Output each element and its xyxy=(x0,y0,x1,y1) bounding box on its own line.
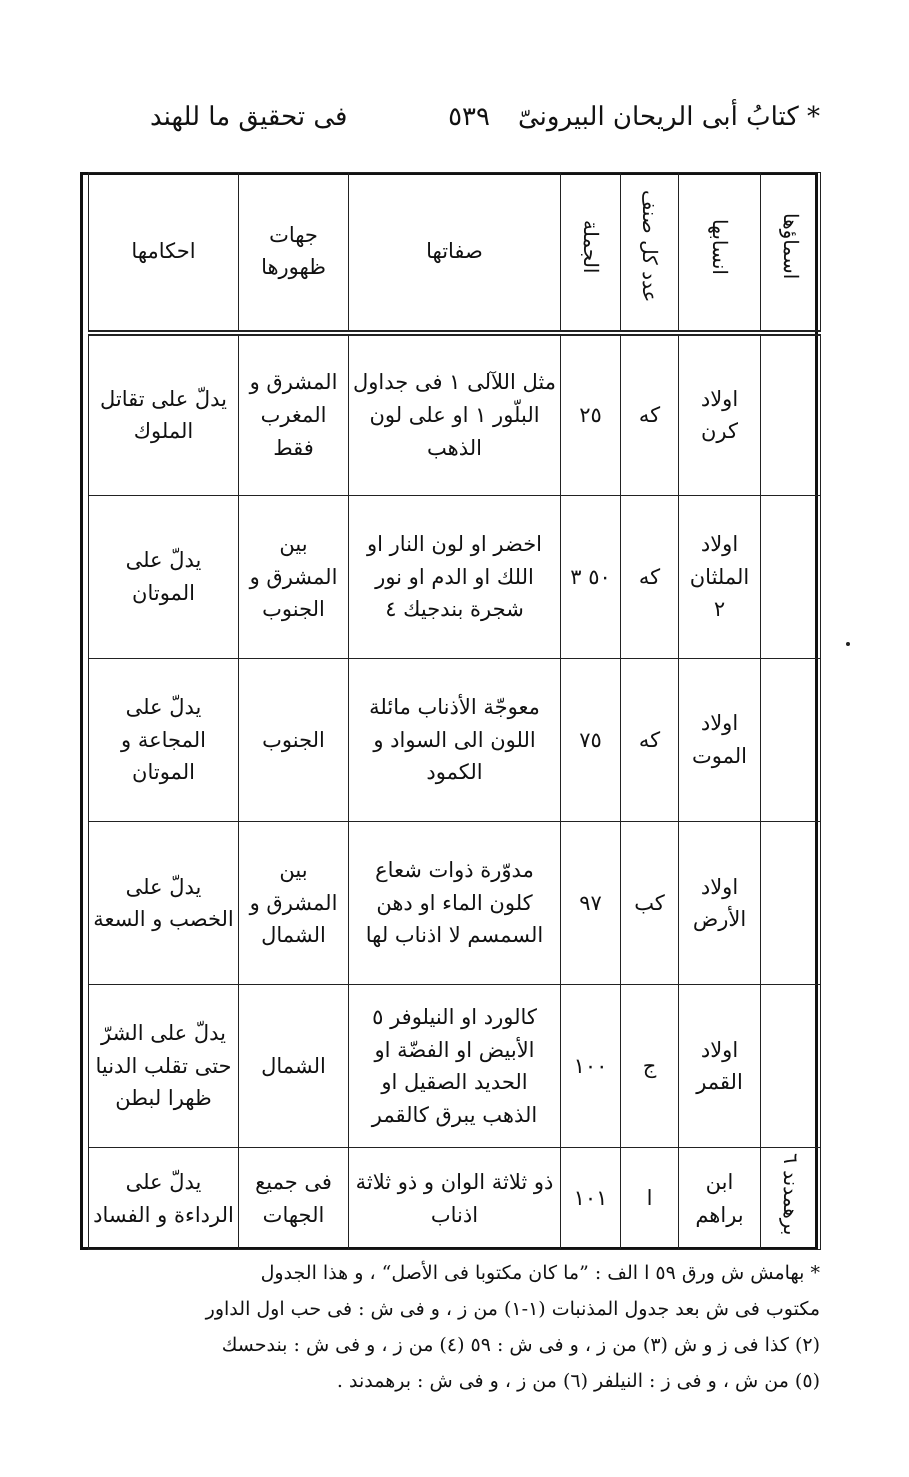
cell-attributes: معوجّة الأذناب مائلة اللون الى السواد و الكمود xyxy=(349,659,561,822)
footnotes xyxy=(100,1255,820,1399)
stray-mark xyxy=(846,642,850,646)
cell-directions: الشمال xyxy=(239,985,349,1148)
table-row xyxy=(89,1148,821,1250)
cell-count: كه xyxy=(621,333,679,496)
cell-total: ١٠٠ xyxy=(561,985,621,1148)
cell-attributes: كالورد او النيلوفر ٥ الأبيض او الفضّة او الحديد الصقيل او الذهب يبرق كالقمر xyxy=(349,985,561,1148)
footnote-line: * بهامش ش ورق ٥٩ ا الف : ”ما كان مكتوبا فى الأصل“ ، و هذا الجدول xyxy=(260,1262,820,1284)
cell-lineage: اولاد الملثان ٢ xyxy=(679,496,761,659)
cell-rulings: يدلّ على الموتان xyxy=(89,496,239,659)
book-subtitle: فى تحقيق ما للهند xyxy=(150,102,348,132)
cell-lineage: ابن براهم xyxy=(679,1148,761,1250)
cell-attributes: مثل اللآلى ١ فى جداول البلّور ١ او على لون الذهب xyxy=(349,333,561,496)
header-rulings: احكامها xyxy=(89,173,239,333)
header-names: اسماؤها xyxy=(761,173,821,333)
cell-total: ٥٠ ٣ xyxy=(561,496,621,659)
table-row xyxy=(89,333,821,496)
cell-attributes: مدوّرة ذوات شعاع كلون الماء او دهن السمسم لا اذناب لها xyxy=(349,822,561,985)
table-row xyxy=(89,822,821,985)
cell-directions: بين المشرق و الجنوب xyxy=(239,496,349,659)
cell-name xyxy=(761,333,821,496)
cell-attributes: اخضر او لون النار او اللك او الدم او نور شجرة بندجيك ٤ xyxy=(349,496,561,659)
header-attributes: صفاتها xyxy=(349,173,561,333)
cell-directions: الجنوب xyxy=(239,659,349,822)
cell-name xyxy=(761,496,821,659)
cell-directions: فى جميع الجهات xyxy=(239,1148,349,1250)
footnote-line: مكتوب فى ش بعد جدول المذنبات (١-١) من ز ، و فى ش : فى حب اول الداور xyxy=(205,1298,820,1320)
page-header xyxy=(80,102,820,152)
cell-attributes: ذو ثلاثة الوان و ذو ثلاثة اذناب xyxy=(349,1148,561,1250)
cell-name xyxy=(761,822,821,985)
header-total: الجملة xyxy=(561,173,621,333)
cell-count: كه xyxy=(621,659,679,822)
header-lineage: انسابها xyxy=(679,173,761,333)
table-row xyxy=(89,659,821,822)
page-number: ٥٣٩ xyxy=(448,102,490,132)
table-row xyxy=(89,496,821,659)
comets-table xyxy=(88,172,821,1250)
cell-lineage: اولاد الموت xyxy=(679,659,761,822)
footnote-line: (٢) كذا فى ز و ش (٣) من ز ، و فى ش : ٥٩ (٤) من ز ، و فى ش : بندحسك xyxy=(221,1334,820,1356)
cell-total: ١٠١ xyxy=(561,1148,621,1250)
cell-total: ٧٥ xyxy=(561,659,621,822)
table-header-row xyxy=(89,173,821,333)
cell-count: كه xyxy=(621,496,679,659)
cell-rulings: يدلّ على الرداءة و الفساد xyxy=(89,1148,239,1250)
cell-lineage: اولاد الأرض xyxy=(679,822,761,985)
cell-count: كب xyxy=(621,822,679,985)
book-title: * كتابُ أبى الريحان البيرونىّ xyxy=(518,102,820,132)
table-row xyxy=(89,985,821,1148)
cell-directions: المشرق و المغرب فقط xyxy=(239,333,349,496)
cell-lineage: اولاد القمر xyxy=(679,985,761,1148)
header-directions: جهات ظهورها xyxy=(239,173,349,333)
cell-directions: بين المشرق و الشمال xyxy=(239,822,349,985)
cell-rulings: يدلّ على المجاعة و الموتان xyxy=(89,659,239,822)
cell-name xyxy=(761,659,821,822)
cell-rulings: يدلّ على الشرّ حتى تقلب الدنيا ظهرا لبطن xyxy=(89,985,239,1148)
cell-rulings: يدلّ على الخصب و السعة xyxy=(89,822,239,985)
header-count: عدد كل صنف xyxy=(621,173,679,333)
cell-total: ٩٧ xyxy=(561,822,621,985)
cell-count: ج xyxy=(621,985,679,1148)
cell-total: ٢٥ xyxy=(561,333,621,496)
cell-name xyxy=(761,985,821,1148)
cell-name: برهمدند ٦ xyxy=(761,1148,821,1250)
footnote-line: (٥) من ش ، و فى ز : النيلفر (٦) من ز ، و فى ش : برهمدند . xyxy=(336,1370,820,1392)
cell-count: ا xyxy=(621,1148,679,1250)
cell-rulings: يدلّ على تقاتل الملوك xyxy=(89,333,239,496)
cell-lineage: اولاد كرن xyxy=(679,333,761,496)
